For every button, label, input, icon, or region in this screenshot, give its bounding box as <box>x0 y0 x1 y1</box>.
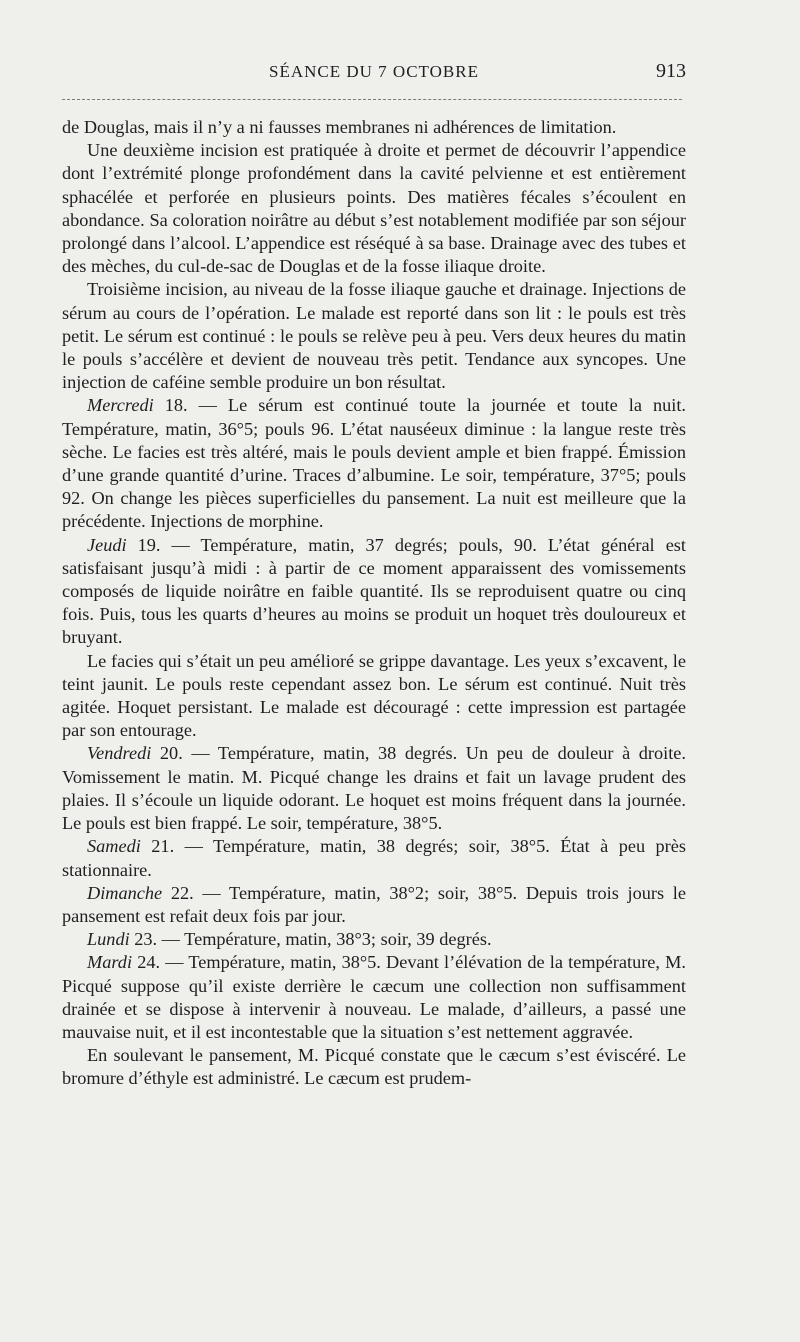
paragraph: de Douglas, mais il n’y a ni fausses membranes ni adhérences de limitation. <box>62 117 617 137</box>
page-header <box>62 58 686 90</box>
day-label: Jeudi <box>87 534 127 555</box>
paragraph-mardi: Mardi 24. — Température, matin, 38°5. Devant l’élévation de la température, M. Picqué suppose qu’il existe derrière le cæcum une collection non suffisamment drainée et se dispose à intervenir à nouveau. Le malade, d’ailleurs, a passé une mauvaise nuit, et il est incontestable que la situation s’est nettement aggravée. <box>62 952 686 1042</box>
paragraph: Le facies qui s’était un peu amélioré se grippe davantage. Les yeux s’excavent, le teint jaunit. Le pouls reste cependant assez bon. Le sérum est continué. Nuit très agitée. Hoquet persistant. Le malade est découragé : cette impression est partagée par son entourage. <box>62 650 686 741</box>
paragraph-vendredi: Vendredi 20. — Température, matin, 38 degrés. Un peu de douleur à droite. Vomissement le matin. M. Picqué change les drains et fait un lavage prudent des plaies. Il s’écoule un liquide odorant. Le hoquet est moins fréquent dans la journée. Le pouls est bien frappé. Le soir, température, 38°5. <box>62 743 686 834</box>
paragraph-samedi: Samedi 21. — Température, matin, 38 degrés; soir, 38°5. État à peu près stationnaire. <box>62 836 686 880</box>
header-rule <box>62 99 682 100</box>
body-text <box>62 116 686 1091</box>
paragraph-jeudi: Jeudi 19. — Température, matin, 37 degrés; pouls, 90. L’état général est satisfaisant jusqu’à midi : à partir de ce moment apparaissent des vomissements composés de liquide noirâtre en faible quantité. Ils se reproduisent quatre ou cinq fois. Puis, tous les quarts d’heures au moins se produit un hoquet très douloureux et bruyant. <box>62 534 686 648</box>
running-title: SÉANCE DU 7 OCTOBRE <box>269 62 479 81</box>
day-label: Vendredi <box>87 743 152 764</box>
paragraph-dimanche: Dimanche 22. — Température, matin, 38°2; soir, 38°5. Depuis trois jours le pansement est refait deux fois par jour. <box>62 882 686 926</box>
paragraph-lundi: Lundi 23. — Température, matin, 38°3; soir, 39 degrés. <box>87 929 492 950</box>
page-number: 913 <box>656 60 686 82</box>
day-label: Lundi <box>87 929 130 950</box>
day-label: Dimanche <box>87 882 163 903</box>
paragraph: Une deuxième incision est pratiquée à droite et permet de découvrir l’appendice dont l’extrémité plonge profondément dans la cavité pelvienne et est entièrement sphacélée et perforée en plusieurs points. Des matières fécales s’écoulent en abondance. Sa coloration noirâtre au début s’est notablement modifiée par son séjour prolongé dans l’alcool. L’appendice est réséqué à sa base. Drainage avec des tubes et des mèches, du cul-de-sac de Douglas et de la fosse iliaque droite. <box>62 140 686 277</box>
paragraph: En soulevant le pansement, M. Picqué constate que le cæcum s’est éviscéré. Le bromure d’éthyle est administré. Le cæcum est prudem- <box>62 1045 686 1089</box>
day-label: Mardi <box>87 952 133 973</box>
paragraph-mercredi: Mercredi 18. — Le sérum est continué toute la journée et toute la nuit. Température, matin, 36°5; pouls 96. L’état nauséeux diminue : la langue reste très sèche. Le facies est très altéré, mais le pouls devient ample et bien frappé. Émission d’une grande quantité d’urine. Traces d’albumine. Le soir, température, 37°5; pouls 92. On change les pièces superficielles du pansement. La nuit est meilleure que la précédente. Injections de morphine. <box>62 395 686 532</box>
day-label: Samedi <box>87 836 141 857</box>
day-label: Mercredi <box>87 395 154 416</box>
paragraph: Troisième incision, au niveau de la fosse iliaque gauche et drainage. Injections de sérum au cours de l’opération. Le malade est reporté dans son lit : le pouls est très petit. Le sérum est continué : le pouls se relève peu à peu. Vers deux heures du matin le pouls s’accélère et devient de nouveau très petit. Tendance aux syncopes. Une injection de caféine semble produire un bon résultat. <box>62 279 686 393</box>
